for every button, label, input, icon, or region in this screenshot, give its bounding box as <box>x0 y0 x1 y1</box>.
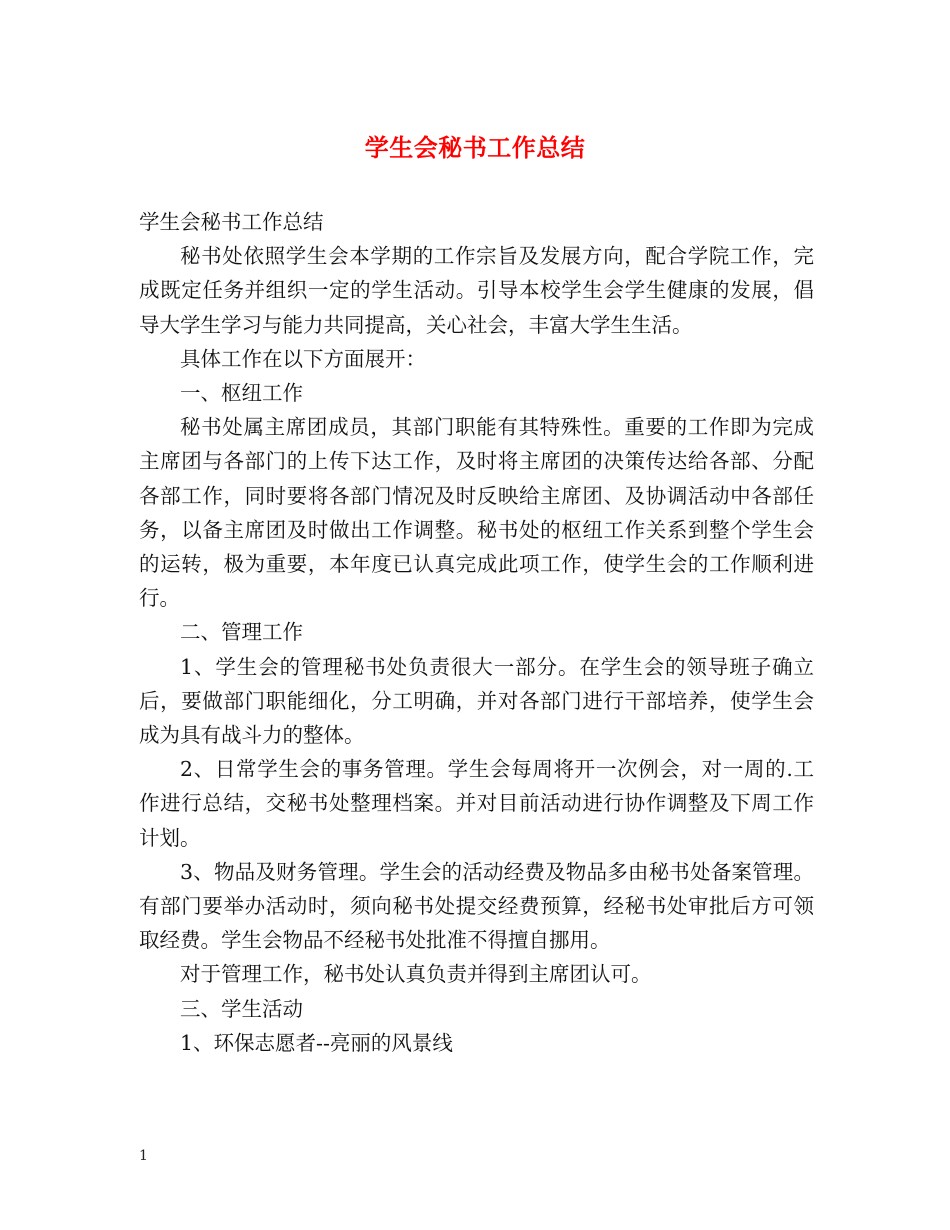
section-heading-management: 二、管理工作 <box>180 620 303 645</box>
section-heading-student-activities: 三、学生活动 <box>180 996 303 1021</box>
activity-item-1: 1、环保志愿者--亮丽的风景线 <box>180 1030 453 1055</box>
management-summary: 对于管理工作，秘书处认真负责并得到主席团认可。 <box>180 962 652 987</box>
management-item-2: 2、日常学生会的事务管理。学生会每周将开一次例会，对一周的.工作进行总结，交秘书处整理档案。并对目前活动进行协作调整及下周工作计划。 <box>139 757 814 850</box>
document-body <box>139 205 814 1060</box>
management-item-1: 1、学生会的管理秘书处负责很大一部分。在学生会的领导班子确立后，要做部门职能细化，分工明确，并对各部门进行干部培养，使学生会成为具有战斗力的整体。 <box>139 654 814 748</box>
body-heading: 学生会秘书工作总结 <box>139 210 324 234</box>
document-title: 学生会秘书工作总结 <box>364 134 586 162</box>
section-heading-hub-work: 一、枢纽工作 <box>180 381 303 406</box>
hub-work-paragraph: 秘书处属主席团成员，其部门职能有其特殊性。重要的工作即为完成主席团与各部门的上传下达工作，及时将主席团的决策传达给各部、分配各部工作，同时要将各部门情况及时反映给主席团、及协调活动中各部任务，以备主席团及时做出工作调整。秘书处的枢纽工作关系到整个学生会的运转，极为重要，本年度已认真完成此项工作，使学生会的工作顺利进行。 <box>139 415 814 611</box>
intro-paragraph: 秘书处依照学生会本学期的工作宗旨及发展方向，配合学院工作，完成既定任务并组织一定的学生活动。引导本校学生会学生健康的发展，倡导大学生学习与能力共同提高，关心社会，丰富大学生生活。 <box>139 244 814 337</box>
overview-line: 具体工作在以下方面展开： <box>180 346 426 371</box>
page-number: 1 <box>139 1148 148 1164</box>
management-item-3: 3、物品及财务管理。学生会的活动经费及物品多由秘书处备案管理。有部门要举办活动时，须向秘书处提交经费预算，经秘书处审批后方可领取经费。学生会物品不经秘书处批准不得擅自挪用。 <box>139 859 814 953</box>
